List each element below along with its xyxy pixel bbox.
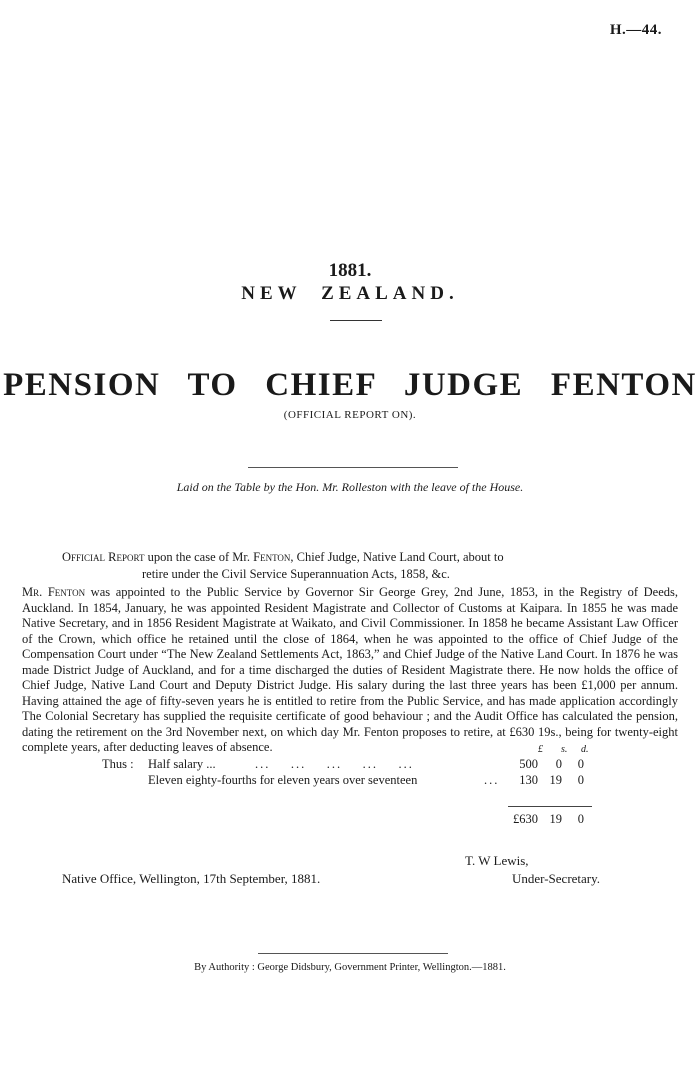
footer-divider [258,953,448,954]
amount-shillings: 19 [549,773,562,787]
report-body-lead: Mr. Fenton [22,585,86,599]
total-pounds: £630 [513,812,538,826]
report-heading-name: Fenton [253,550,291,564]
amount-pence: 0 [577,757,584,771]
currency-header-pence: d. [581,744,589,755]
report-heading-lead: Official Report [62,550,145,564]
laid-on-table-note: Laid on the Table by the Hon. Mr. Rolleston with the leave of the House. [176,480,524,494]
calc-row-amount [510,773,600,788]
total-shillings: 19 [549,812,562,826]
report-body-text: was appointed to the Public Service by Governor Sir George Grey, 2nd June, 1853, in the Registry of Deeds, Auckland. In 1854, January, he was appointed Resident Magistrate and Collector of Customs at Kaipara. In 1855 he was made Native Secretary, and in 1856 Resident Magistrate at Waikato, and Civil Commissioner. In 1858 he became Assistant Law Officer of the Crown, which office he retained until the close of 1864, when he was appointed to the office of Chief Judge of the Compensation Court under “The New Zealand Settlements Act, 1863,” and Chief Judge of the Native Land Court. In 1876 he was made District Judge of Auckland, and for a time discharged the duties of Resident Magistrate there. He now holds the office of Chief Judge, Native Land Court and Deputy District Judge. His salary during the last three years has been £1,000 per annum. Having attained the age of fifty-seven years he is entitled to retire from the Public Service, and has made application accordingly The Colonial Secretary has supplied the requisite certificate of good behaviour ; and the Audit Office has calculated the pension, dating the retirement on the 3rd November next, on which day Mr. Fenton proposes to retire, at £630 19s., being for twenty-eight complete years, after deducting leaves of absence. [22,585,679,754]
calc-row-label: Eleven eighty-fourths for eleven years over seventeen [148,773,418,787]
report-heading [60,549,670,583]
currency-header-shillings: s. [561,744,568,755]
amount-shillings: 0 [555,757,562,771]
title-divider [330,320,382,321]
amount-pounds: 130 [519,773,538,787]
report-heading-text: upon the case of Mr. [144,550,254,564]
office-date: Native Office, Wellington, 17th September, 1881. [62,871,321,886]
page-subtitle: (OFFICIAL REPORT ON). [283,409,417,421]
document-country: NEW ZEALAND. [241,283,459,304]
calc-row-dots: ... [484,773,500,787]
signature-name: T. W Lewis, [465,853,529,868]
printer-footer: By Authority : George Didsbury, Government Printer, Wellington.—1881. [194,962,506,973]
report-heading-rest: , Chief Judge, Native Land Court, about to [290,550,504,564]
amount-pence: 0 [577,773,584,787]
laid-divider [248,467,458,468]
calc-row-dots: ... ... ... ... ... [255,757,414,771]
calc-row-label: Half salary ... [148,757,216,771]
currency-header-pounds: £ [538,744,543,755]
signature-title: Under-Secretary. [512,871,601,886]
calc-total [504,812,594,827]
document-reference: H.—44. [609,22,662,38]
page-title: PENSION TO CHIEF JUDGE FENTON [3,367,697,403]
total-pence: 0 [577,812,584,826]
report-heading-line2: retire under the Civil Service Superannuation Acts, 1858, &c. [142,567,450,581]
total-rule [508,806,592,807]
thus-label: Thus : [102,757,134,771]
report-body [22,585,678,756]
document-year: 1881. [328,260,372,281]
calc-row-amount [510,757,600,772]
amount-pounds: 500 [519,757,538,771]
